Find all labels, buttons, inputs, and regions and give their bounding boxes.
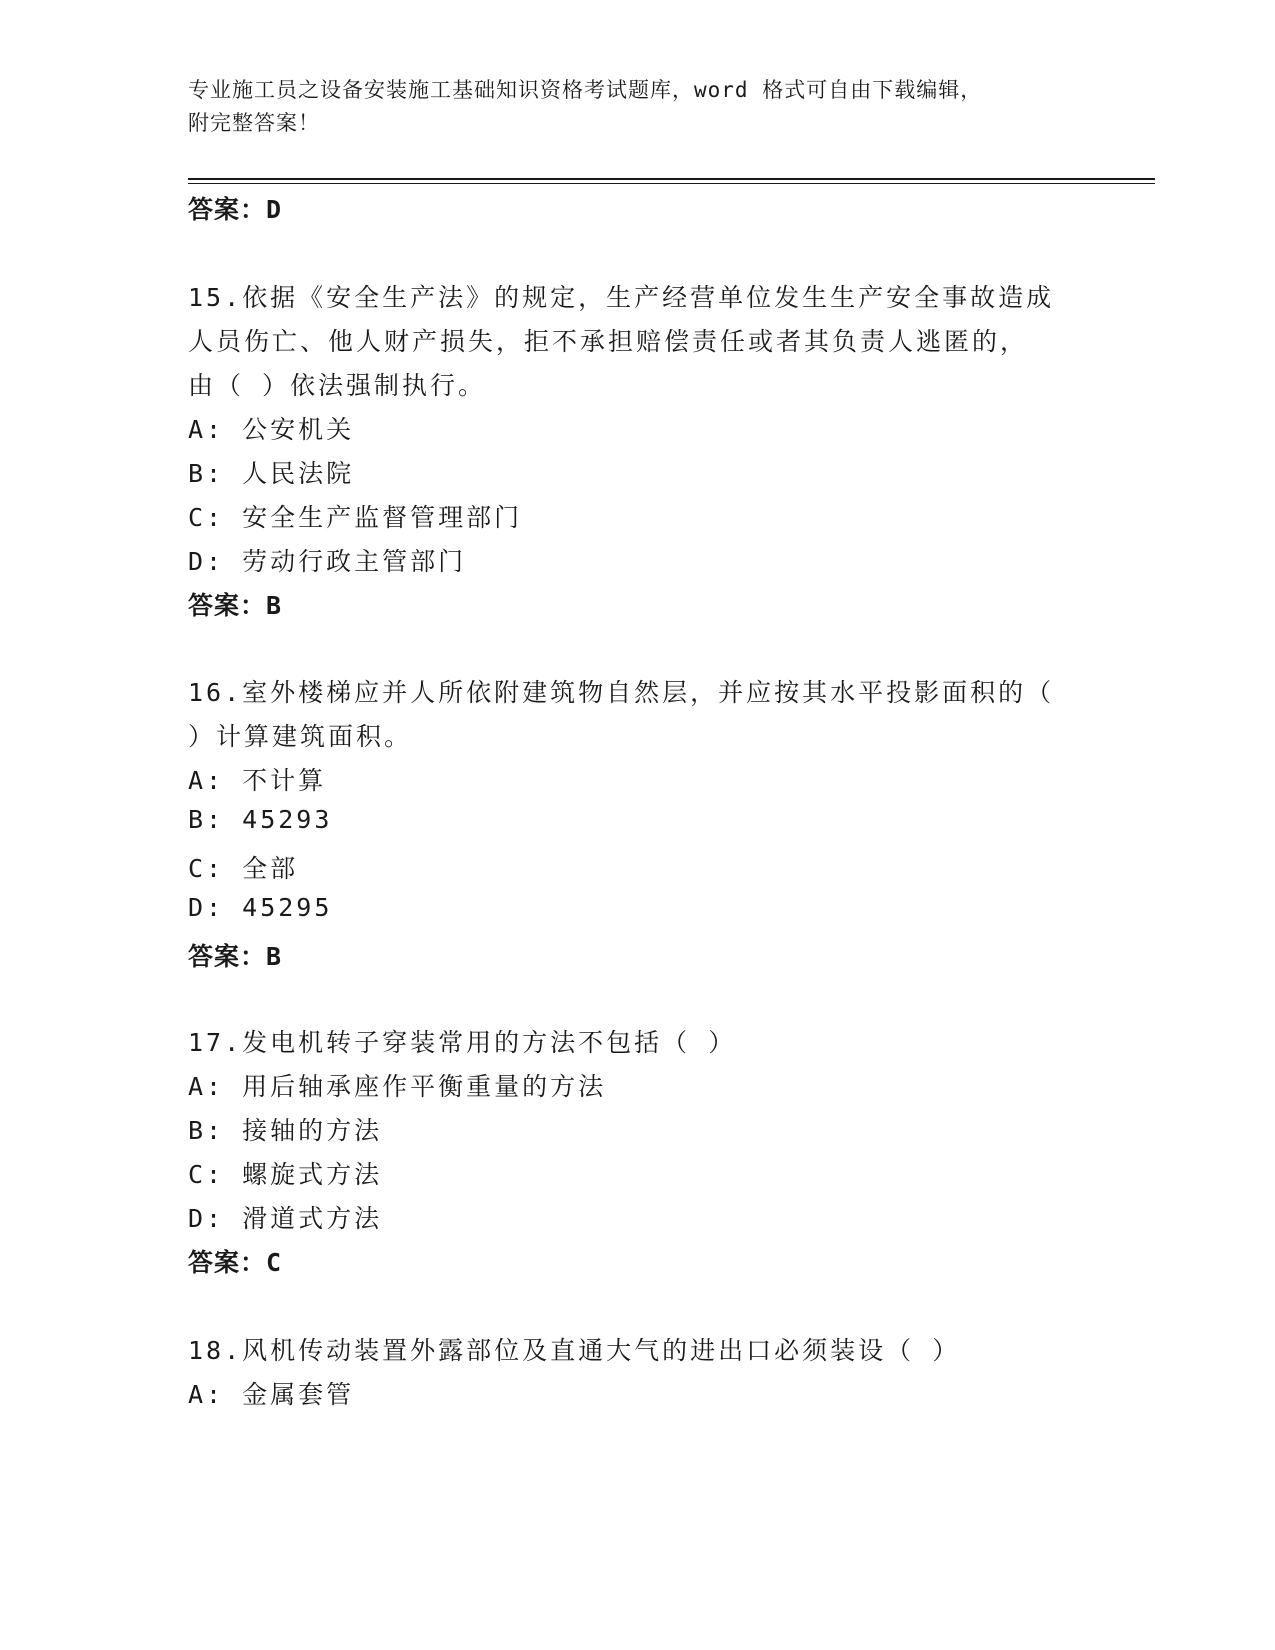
q17-option-c: C: 螺旋式方法 — [188, 1160, 383, 1189]
q17-stem-line-1: 17.发电机转子穿装常用的方法不包括（ ） — [188, 1028, 737, 1057]
header-divider-thin — [188, 183, 1155, 184]
header-line-2: 附完整答案！ — [188, 111, 320, 135]
q16-answer: 答案：B — [188, 942, 283, 971]
q15-stem-line-3: 由（ ）依法强制执行。 — [188, 371, 487, 400]
previous-answer: 答案：D — [188, 195, 283, 224]
q15-option-b: B: 人民法院 — [188, 459, 355, 488]
q18-stem-line-1: 18.风机传动装置外露部位及直通大气的进出口必须装设（ ） — [188, 1336, 961, 1365]
q15-option-c: C: 安全生产监督管理部门 — [188, 503, 523, 532]
q15-option-d: D: 劳动行政主管部门 — [188, 547, 467, 576]
header-line-1: 专业施工员之设备安装施工基础知识资格考试题库，word 格式可自由下载编辑， — [188, 78, 983, 102]
q16-option-d: D: 45295 — [188, 893, 333, 922]
header-divider-thick — [188, 178, 1155, 180]
q15-stem-line-1: 15.依据《安全生产法》的规定，生产经营单位发生生产安全事故造成 — [188, 283, 1055, 312]
q17-option-b: B: 接轴的方法 — [188, 1116, 383, 1145]
document-header — [188, 74, 1088, 140]
q15-option-a: A: 公安机关 — [188, 415, 355, 444]
q16-option-b: B: 45293 — [188, 805, 333, 834]
q17-option-a: A: 用后轴承座作平衡重量的方法 — [188, 1072, 607, 1101]
q18-option-a: A: 金属套管 — [188, 1380, 355, 1409]
q16-option-c: C: 全部 — [188, 854, 299, 883]
q17-answer: 答案：C — [188, 1248, 283, 1277]
q17-option-d: D: 滑道式方法 — [188, 1204, 383, 1233]
q16-option-a: A: 不计算 — [188, 766, 327, 795]
q16-stem-line-2: ）计算建筑面积。 — [188, 722, 413, 751]
q16-stem-line-1: 16.室外楼梯应并人所依附建筑物自然层，并应按其水平投影面积的（ — [188, 678, 1055, 707]
q15-answer: 答案：B — [188, 591, 283, 620]
q15-stem-line-2: 人员伤亡、他人财产损失，拒不承担赔偿责任或者其负责人逃匿的， — [188, 327, 1029, 356]
